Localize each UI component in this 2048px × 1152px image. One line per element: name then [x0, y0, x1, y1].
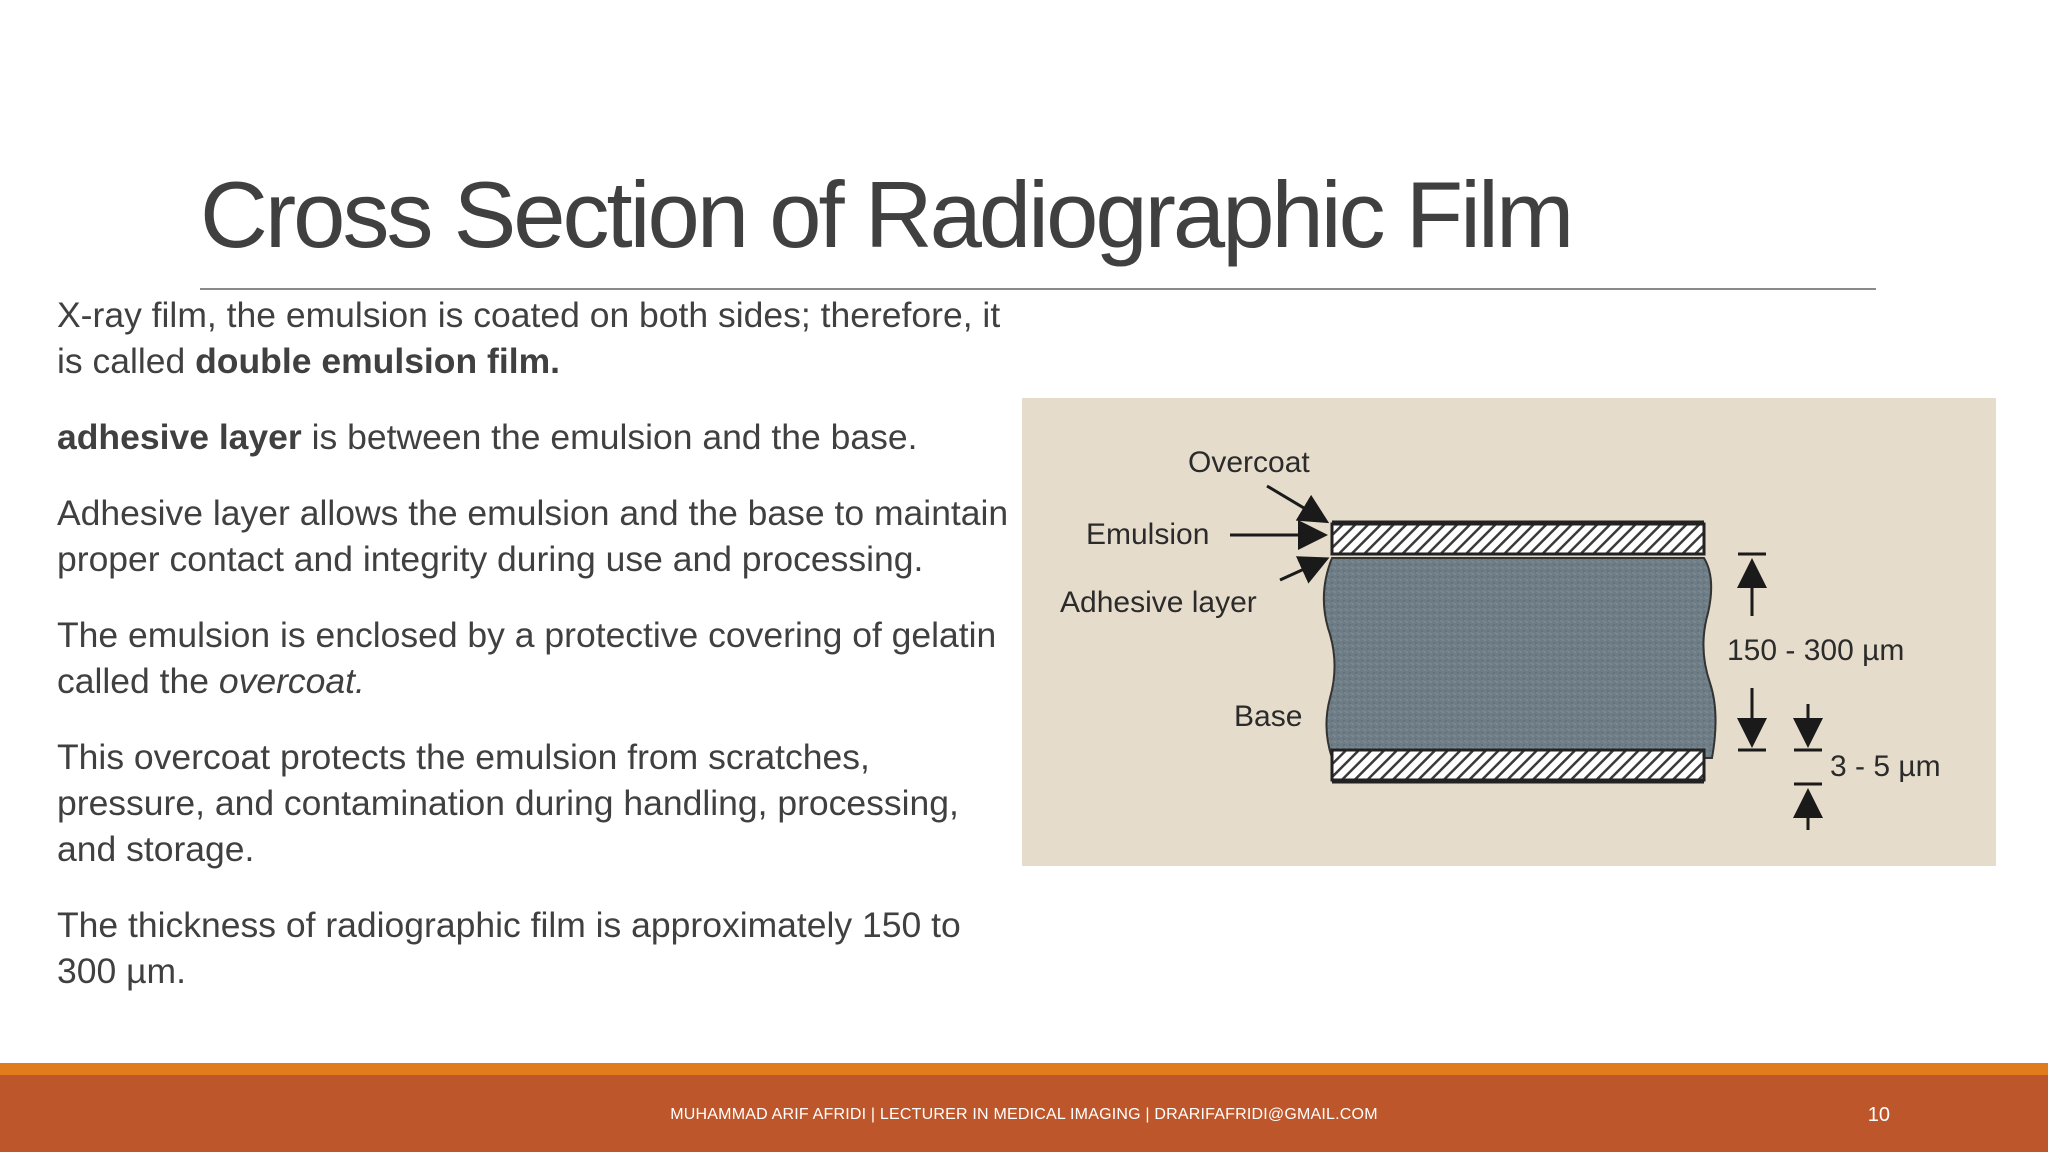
- paragraph-overcoat-purpose: This overcoat protects the emulsion from scratches, pressure, and contamination during handling, processing, and storage.: [57, 737, 959, 869]
- bold-term-adhesive-layer: adhesive layer: [57, 417, 302, 457]
- label-overcoat: Overcoat: [1188, 446, 1310, 479]
- top-emulsion-layer: [1332, 524, 1704, 554]
- diagram-svg: [1022, 398, 1996, 866]
- paragraph-text: X-ray film, the emulsion is coated on both sides; therefore, it is called: [57, 295, 1001, 381]
- paragraph-adhesive-layer: [57, 414, 1017, 460]
- slide-title: Cross Section of Radiographic Film: [200, 162, 1572, 267]
- footer-accent-stripe: [0, 1063, 2048, 1075]
- page-number: 10: [1867, 1104, 1890, 1126]
- paragraph-adhesive-purpose: Adhesive layer allows the emulsion and the base to maintain proper contact and integrity during use and processing.: [57, 493, 1009, 579]
- label-total-thickness: 150 - 300 µm: [1727, 634, 1905, 667]
- film-base-layer: [1324, 558, 1716, 758]
- paragraph-overcoat: [57, 612, 1017, 704]
- italic-term-overcoat: overcoat.: [218, 661, 365, 701]
- footer-author-text: MUHAMMAD ARIF AFRIDI | LECTURER IN MEDICAL IMAGING | DRARIFAFRIDI@GMAIL.COM: [670, 1106, 1378, 1123]
- label-adhesive-layer: Adhesive layer: [1060, 586, 1257, 619]
- label-layer-thickness: 3 - 5 µm: [1830, 750, 1941, 783]
- paragraph-film-thickness: The thickness of radiographic film is approximately 150 to 300 µm.: [57, 905, 961, 991]
- film-cross-section-diagram: [1022, 398, 1996, 866]
- label-emulsion: Emulsion: [1086, 518, 1210, 551]
- body-text: [57, 292, 1017, 1024]
- label-base: Base: [1234, 700, 1303, 733]
- bold-term-double-emulsion: double emulsion film.: [195, 341, 561, 381]
- paragraph-double-emulsion: [57, 292, 1017, 384]
- title-underline: [200, 288, 1876, 290]
- paragraph-text: is between the emulsion and the base.: [301, 417, 918, 457]
- arrow-overcoat: [1267, 486, 1324, 520]
- arrow-adhesive-layer: [1280, 560, 1324, 580]
- paragraph-text: The emulsion is enclosed by a protective covering of gelatin called the: [57, 615, 997, 701]
- bottom-emulsion-layer: [1332, 750, 1704, 780]
